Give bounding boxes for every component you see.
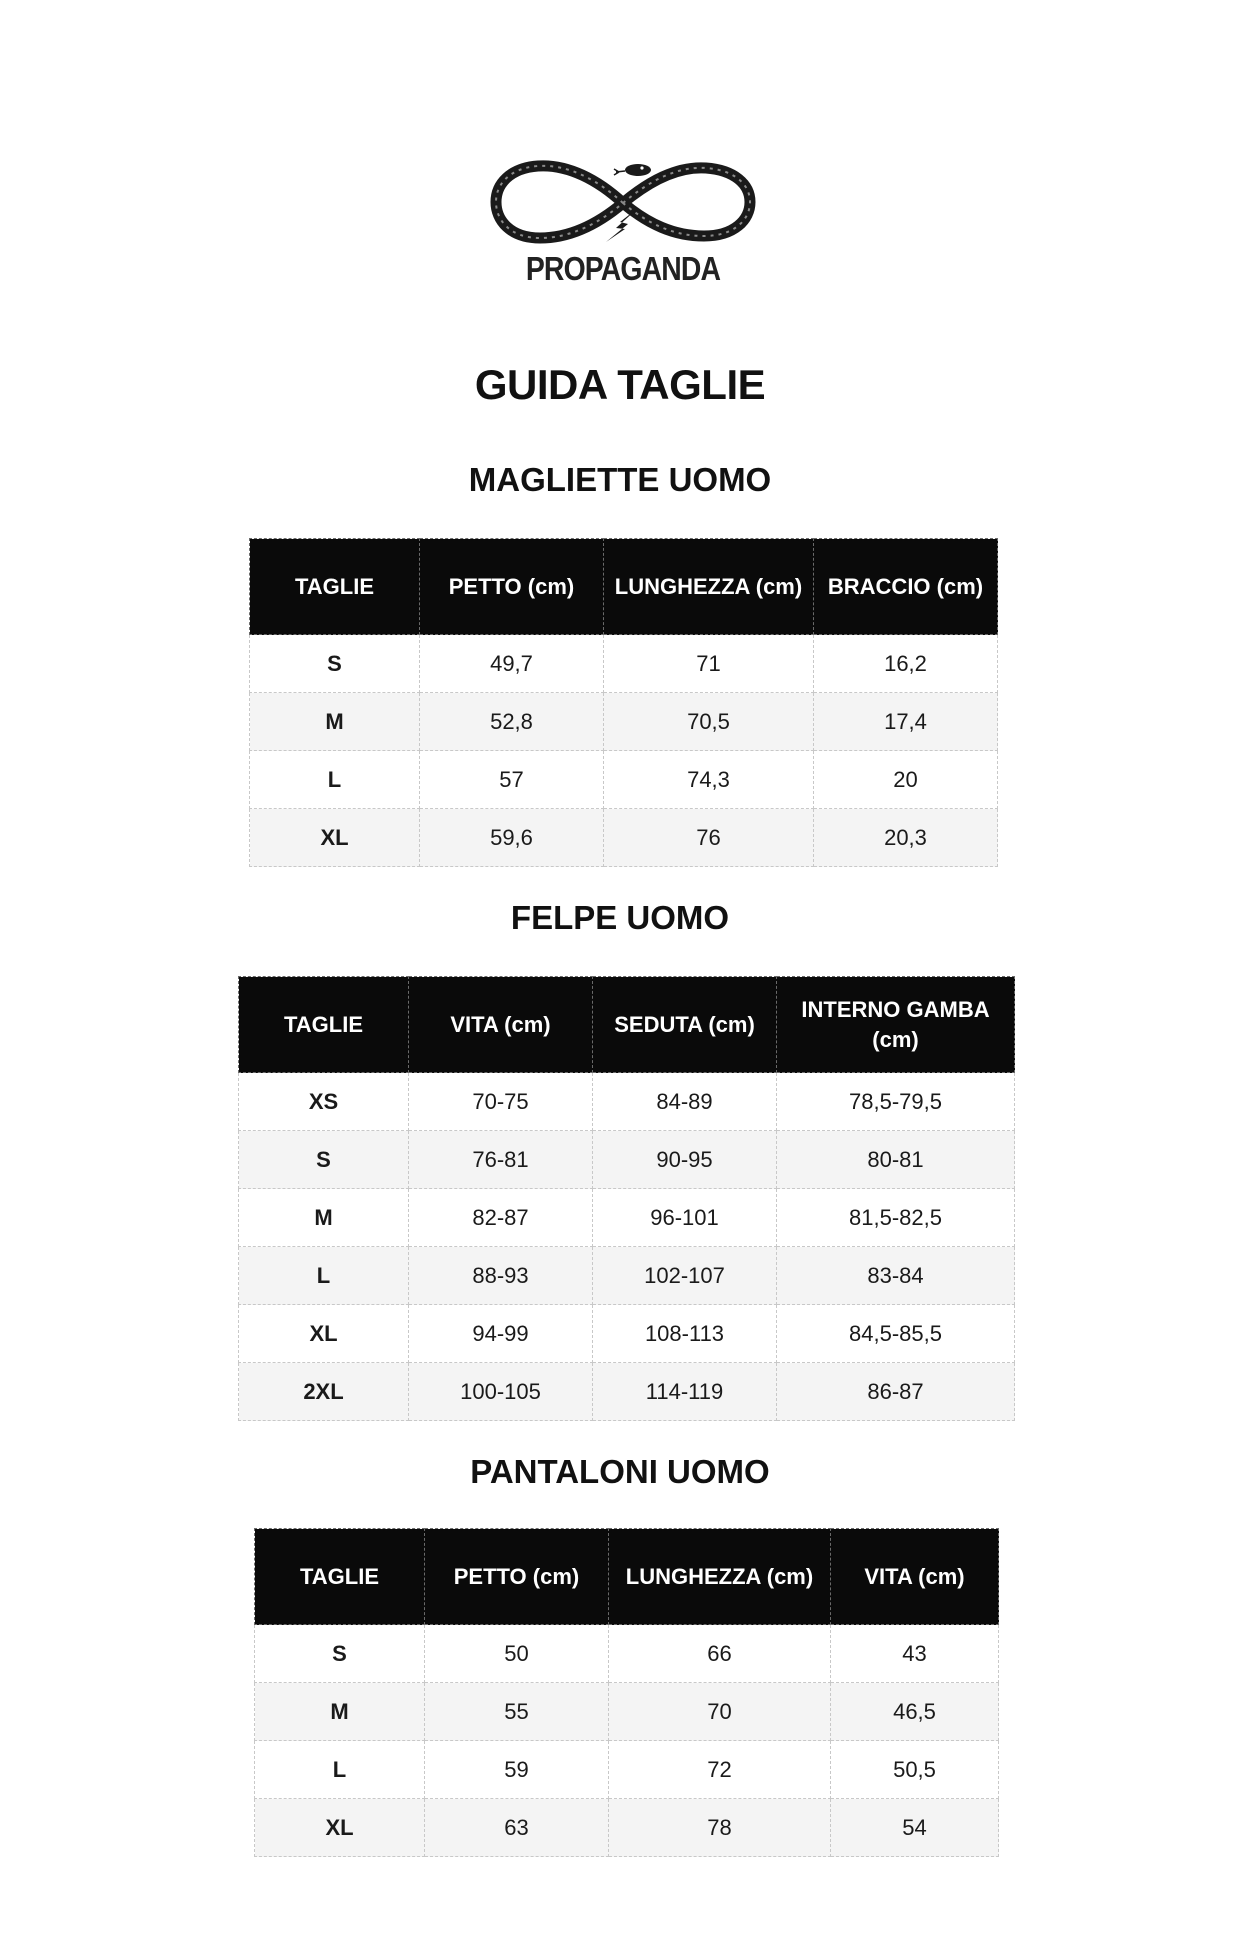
table-cell: 88-93 xyxy=(409,1247,593,1305)
table-header-row xyxy=(250,539,998,635)
column-header: BRACCIO (cm) xyxy=(814,539,998,635)
size-cell: M xyxy=(239,1189,409,1247)
table-header-row xyxy=(239,977,1015,1073)
column-header: PETTO (cm) xyxy=(425,1529,609,1625)
table-cell: 76-81 xyxy=(409,1131,593,1189)
snake-infinity-icon xyxy=(488,158,758,248)
column-header: VITA (cm) xyxy=(831,1529,999,1625)
table-cell: 55 xyxy=(425,1683,609,1741)
table-cell: 16,2 xyxy=(814,635,998,693)
table-cell: 86-87 xyxy=(777,1363,1015,1421)
table-cell: 78,5-79,5 xyxy=(777,1073,1015,1131)
table-cell: 50,5 xyxy=(831,1741,999,1799)
column-header: TAGLIE xyxy=(250,539,420,635)
table-cell: 94-99 xyxy=(409,1305,593,1363)
table-cell: 49,7 xyxy=(420,635,604,693)
table-cell: 90-95 xyxy=(593,1131,777,1189)
table-row xyxy=(255,1683,999,1741)
table-cell: 102-107 xyxy=(593,1247,777,1305)
size-table-pantaloni xyxy=(254,1528,999,1857)
table-cell: 70,5 xyxy=(604,693,814,751)
size-cell: XL xyxy=(250,809,420,867)
table-row xyxy=(255,1741,999,1799)
table-row xyxy=(255,1799,999,1857)
table-row xyxy=(250,751,998,809)
table-cell: 57 xyxy=(420,751,604,809)
column-header: LUNGHEZZA (cm) xyxy=(604,539,814,635)
table-cell: 82-87 xyxy=(409,1189,593,1247)
section-title-magliette: MAGLIETTE UOMO xyxy=(468,461,772,498)
table-cell: 17,4 xyxy=(814,693,998,751)
size-cell: S xyxy=(239,1131,409,1189)
table-cell: 59 xyxy=(425,1741,609,1799)
size-cell: XL xyxy=(255,1799,425,1857)
size-cell: M xyxy=(250,693,420,751)
table-cell: 66 xyxy=(609,1625,831,1683)
table-row xyxy=(250,693,998,751)
table-row xyxy=(239,1305,1015,1363)
table-cell: 78 xyxy=(609,1799,831,1857)
table-cell: 70 xyxy=(609,1683,831,1741)
table-cell: 63 xyxy=(425,1799,609,1857)
table-row xyxy=(250,809,998,867)
table-header-row xyxy=(255,1529,999,1625)
size-cell: L xyxy=(255,1741,425,1799)
table-cell: 20,3 xyxy=(814,809,998,867)
table-row xyxy=(239,1363,1015,1421)
column-header: INTERNO GAMBA (cm) xyxy=(777,977,1015,1073)
table-cell: 43 xyxy=(831,1625,999,1683)
table-cell: 74,3 xyxy=(604,751,814,809)
size-table-magliette xyxy=(249,538,998,867)
column-header: PETTO (cm) xyxy=(420,539,604,635)
table-row xyxy=(255,1625,999,1683)
table-row xyxy=(239,1131,1015,1189)
section-title-pantaloni: PANTALONI UOMO xyxy=(470,1453,770,1490)
size-cell: L xyxy=(250,751,420,809)
table-row xyxy=(239,1189,1015,1247)
table-row xyxy=(239,1247,1015,1305)
size-table-felpe xyxy=(238,976,1015,1421)
table-cell: 59,6 xyxy=(420,809,604,867)
column-header: LUNGHEZZA (cm) xyxy=(609,1529,831,1625)
table-cell: 83-84 xyxy=(777,1247,1015,1305)
brand-name: PROPAGANDA xyxy=(525,250,721,287)
table-cell: 84-89 xyxy=(593,1073,777,1131)
table-cell: 84,5-85,5 xyxy=(777,1305,1015,1363)
table-cell: 46,5 xyxy=(831,1683,999,1741)
table-cell: 20 xyxy=(814,751,998,809)
table-cell: 96-101 xyxy=(593,1189,777,1247)
size-cell: 2XL xyxy=(239,1363,409,1421)
column-header: VITA (cm) xyxy=(409,977,593,1073)
table-cell: 72 xyxy=(609,1741,831,1799)
table-row xyxy=(250,635,998,693)
size-cell: M xyxy=(255,1683,425,1741)
table-cell: 114-119 xyxy=(593,1363,777,1421)
table-cell: 70-75 xyxy=(409,1073,593,1131)
size-cell: L xyxy=(239,1247,409,1305)
table-cell: 100-105 xyxy=(409,1363,593,1421)
column-header: SEDUTA (cm) xyxy=(593,977,777,1073)
table-cell: 81,5-82,5 xyxy=(777,1189,1015,1247)
table-row xyxy=(239,1073,1015,1131)
page-title: GUIDA TAGLIE xyxy=(474,361,766,408)
section-title-felpe: FELPE UOMO xyxy=(510,899,730,936)
table-cell: 54 xyxy=(831,1799,999,1857)
column-header: TAGLIE xyxy=(239,977,409,1073)
brand-logo xyxy=(488,158,758,293)
size-cell: S xyxy=(250,635,420,693)
size-cell: XS xyxy=(239,1073,409,1131)
table-cell: 50 xyxy=(425,1625,609,1683)
table-cell: 108-113 xyxy=(593,1305,777,1363)
column-header: TAGLIE xyxy=(255,1529,425,1625)
size-cell: XL xyxy=(239,1305,409,1363)
table-cell: 71 xyxy=(604,635,814,693)
table-cell: 76 xyxy=(604,809,814,867)
table-cell: 52,8 xyxy=(420,693,604,751)
size-cell: S xyxy=(255,1625,425,1683)
table-cell: 80-81 xyxy=(777,1131,1015,1189)
